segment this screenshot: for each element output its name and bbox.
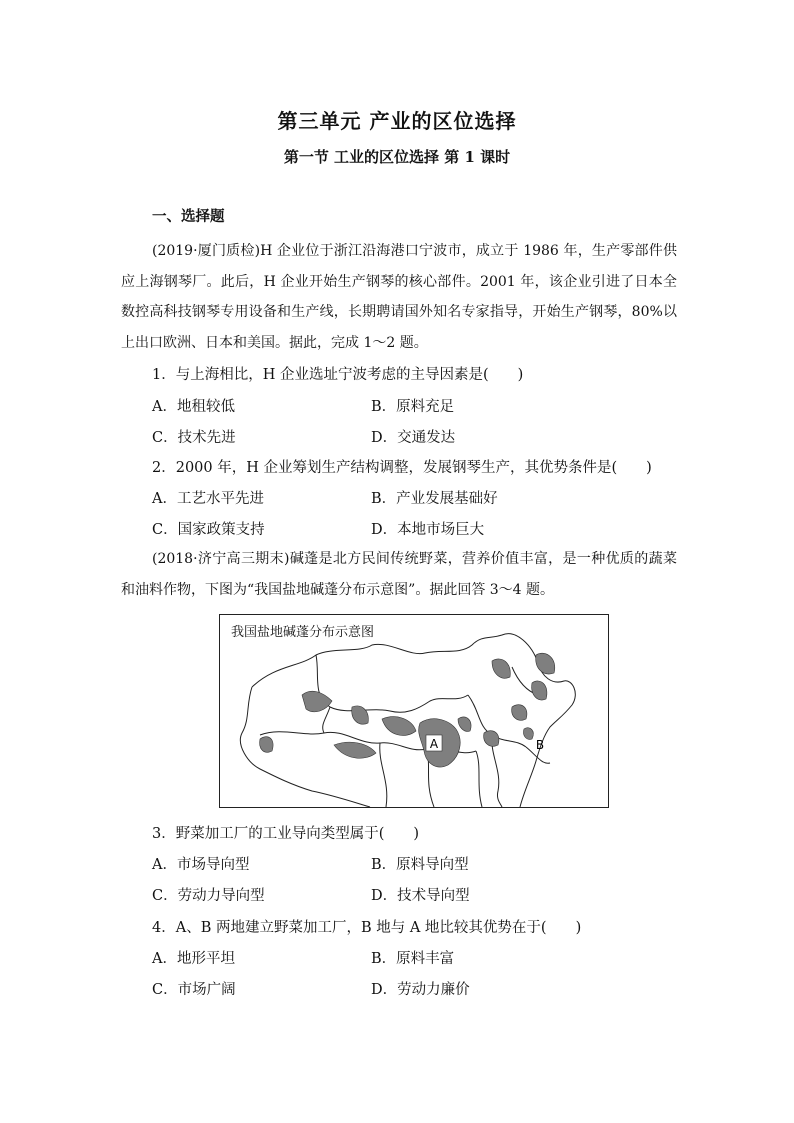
salt-area-liaohe [512,705,527,721]
question-2-stem: 2．2000 年，H 企业筹划生产结构调整，发展钢琴生产，其优势条件是( ) [152,460,652,476]
question-1-option-c: C．技术先进 [152,430,236,446]
question-3-stem: 3．野菜加工厂的工业导向类型属于( ) [152,826,420,842]
question-3-option-a: A．市场导向型 [152,857,250,873]
salt-area-bohai-coast [523,728,533,740]
section-heading: 一、选择题 [152,208,225,225]
salt-suaeda-map [219,614,609,808]
question-2-option-d: D．本地市场巨大 [371,522,485,538]
salt-area-northeast-3 [532,681,547,700]
question-2-option-b: B．产业发展基础好 [371,491,498,507]
salt-area-northeast-1 [492,659,510,678]
question-1-stem: 1．与上海相比，H 企业选址宁波考虑的主导因素是( ) [152,367,524,383]
passage-1: (2019·厦门质检)H 企业位于浙江沿海港口宁波市，成立于 1986 年，生产零部件供应上海钢琴厂。此后，H 企业开始生产钢琴的核心部件。2001 年，该企业引进了日本全数控高科技钢琴专用设备和生产线，长期聘请国外知名专家指导，开始生产钢琴，80%以上出口欧洲、日本和美国。据此，完成 1～2 题。 [121,243,677,351]
question-4-option-c: C．市场广阔 [152,982,236,998]
salt-area-xinjiang-north [302,691,332,712]
salt-area-tarim-west [260,737,273,753]
salt-area-qaidam [334,742,376,758]
salt-area-hexi [382,717,416,736]
question-4-option-a: A．地形平坦 [152,951,235,967]
passage-2: (2018·济宁高三期末)碱蓬是北方民间传统野菜，营养价值丰富，是一种优质的蔬菜和油料作物，下图为“我国盐地碱蓬分布示意图”。据此回答 3～4 题。 [121,551,677,598]
page-subtitle: 第一节 工业的区位选择 第 1 课时 [283,148,511,166]
map-label-b: B [535,738,545,752]
question-1-option-d: D．交通发达 [371,430,456,446]
question-1-option-b: B．原料充足 [371,399,455,415]
map-label-a: A [429,737,439,751]
map-inner-border-1 [316,655,468,712]
question-3-option-c: C．劳动力导向型 [152,888,265,904]
question-4-stem: 4．A、B 两地建立野菜加工厂，B 地与 A 地比较其优势在于( ) [152,920,582,936]
china-map-figure [220,615,608,807]
question-2-option-a: A．工艺水平先进 [152,491,264,507]
map-inner-border-4 [476,751,482,807]
question-1-option-a: A．地租较低 [152,399,235,415]
map-outline-border [252,634,575,807]
question-4-option-d: D．劳动力廉价 [371,982,470,998]
page-title: 第三单元 产业的区位选择 [277,109,517,133]
salt-area-north-china [484,731,499,747]
salt-area-ordos [458,717,471,731]
question-4-option-b: B．原料丰富 [371,951,455,967]
salt-area-northeast-2 [536,653,555,674]
question-3-option-d: D．技术导向型 [371,888,470,904]
map-inner-border-9 [323,707,330,733]
question-2-option-c: C．国家政策支持 [152,522,265,538]
question-3-option-b: B．原料导向型 [371,857,469,873]
map-inner-border-6 [380,743,387,807]
salt-area-xinjiang-east [352,706,369,724]
map-title: 我国盐地碱蓬分布示意图 [231,625,375,640]
